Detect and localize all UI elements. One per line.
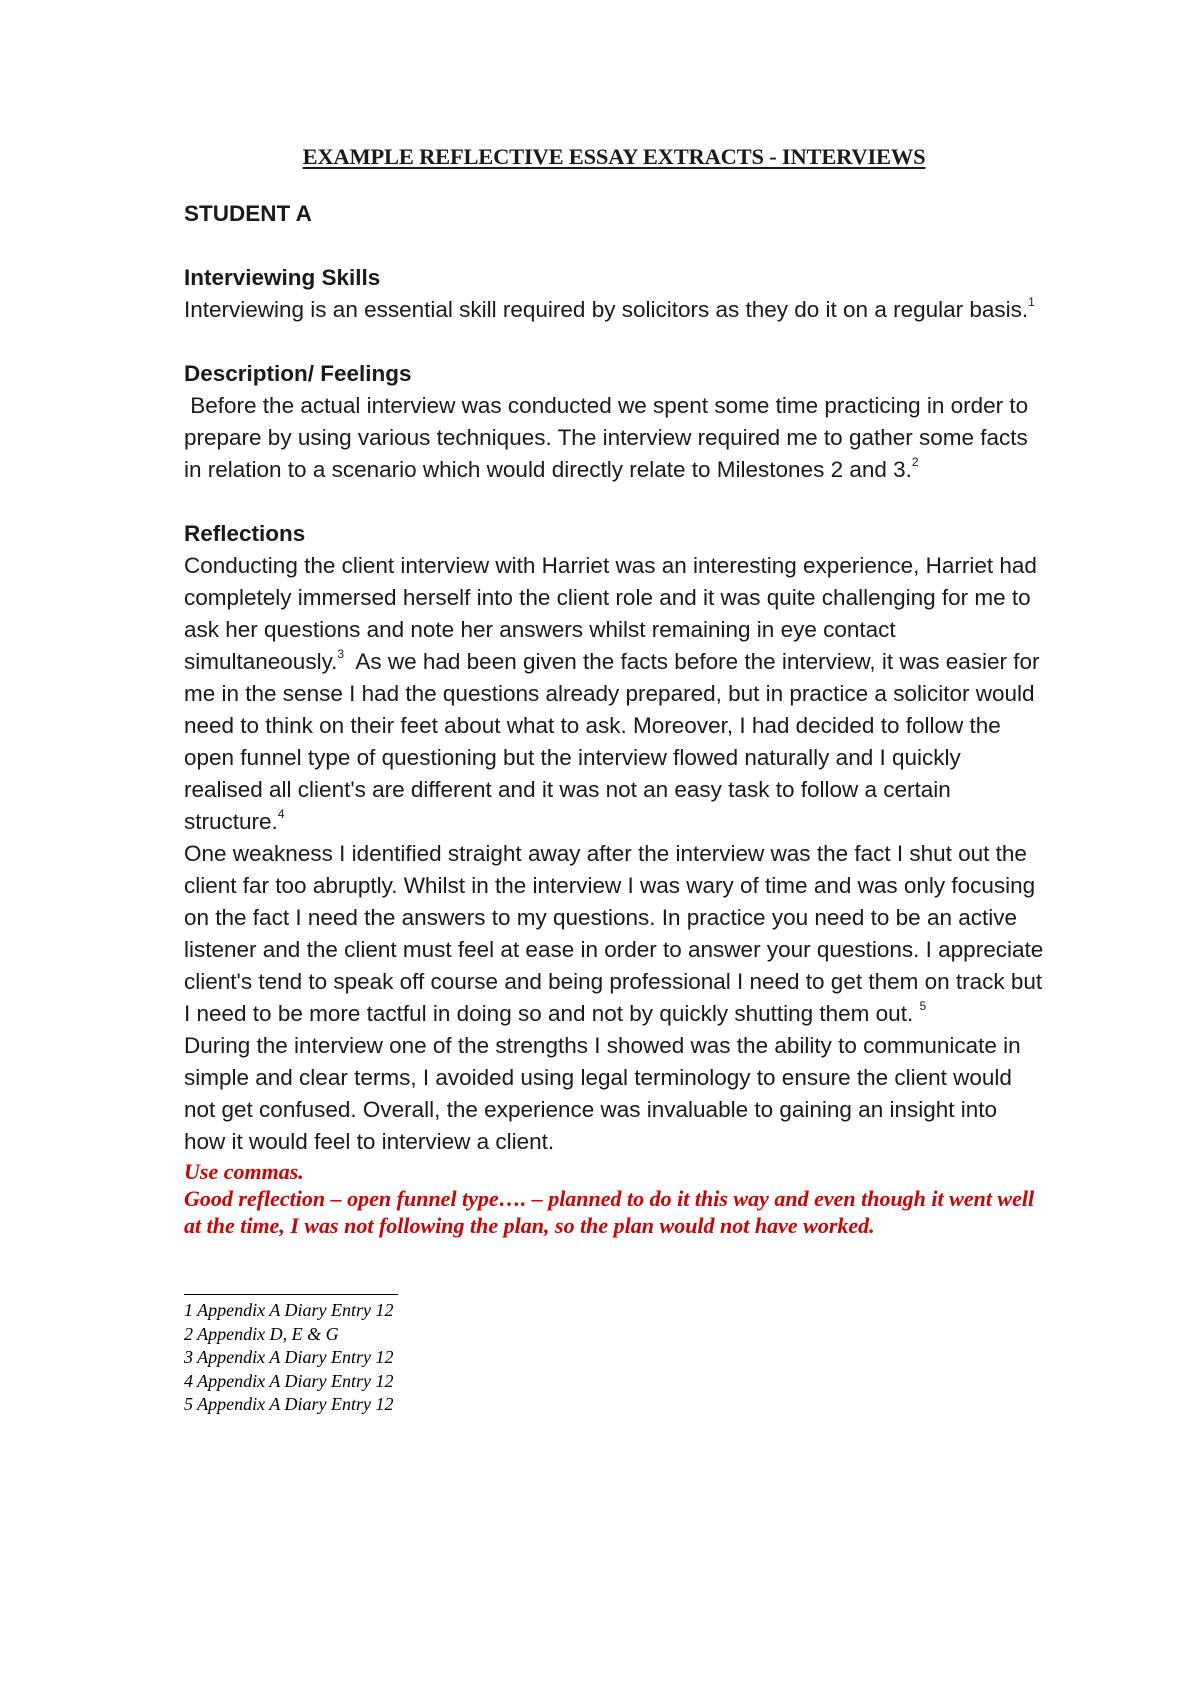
feedback-line: Use commas. (184, 1159, 304, 1184)
footnotes-list (184, 1299, 1044, 1417)
footnote-item: 5 Appendix A Diary Entry 12 (184, 1394, 394, 1414)
footnote-item: 2 Appendix D, E & G (184, 1323, 339, 1344)
document-title: EXAMPLE REFLECTIVE ESSAY EXTRACTS - INTERVIEWS (302, 144, 926, 169)
section-paragraph (184, 838, 1044, 1030)
footnote-ref[interactable]: 2 (911, 454, 919, 469)
section-interviewing-skills (184, 262, 1044, 326)
paragraph-text: As we had been given the facts before the interview, it was easier for me in the sense I had the questions already prepared, but in practice a solicitor would need to think on their feet about what to ask. Moreover, I had decided to follow the open funnel type of questioning but the interview flowed naturally and I quickly realised all client's are different and it was not an easy task to follow a certain structure. (184, 649, 1046, 834)
paragraph-text: Before the actual interview was conducted we spent some time practicing in order to prepare by using various techniques. The interview required me to gather some facts in relation to a scenario which would directly relate to Milestones 2 and 3. (184, 393, 1035, 482)
document-body (184, 142, 1044, 1417)
paragraph-gap (184, 326, 1044, 358)
section-paragraph (184, 390, 1044, 486)
footnote-ref[interactable]: 4 (277, 806, 285, 821)
student-label: STUDENT A (184, 201, 312, 226)
section-heading: Description/ Feelings (184, 361, 412, 386)
footnote-separator (184, 1294, 398, 1295)
footnote-item: 1 Appendix A Diary Entry 12 (184, 1300, 394, 1320)
section-paragraph (184, 550, 1044, 838)
feedback-line: Good reflection – open funnel type…. – planned to do it this way and even though it went well at the time, I was not following the plan, so the plan would not have worked. (184, 1186, 1035, 1238)
section-paragraph: During the interview one of the strengths I showed was the ability to communicate in simple and clear terms, I avoided using legal terminology to ensure the client would not get confused. Overall, the experience was invaluable to gaining an insight into how it would feel to interview a client. (184, 1033, 1021, 1154)
section-description-feelings (184, 358, 1044, 486)
paragraph-text: Conducting the client interview with Harriet was an interesting experience, Harriet had completely immersed herself into the client role and it was quite challenging for me to ask her questions and note her answers whilst remaining in eye contact simultaneously. (184, 553, 1037, 674)
footnote-ref[interactable]: 5 (919, 998, 927, 1013)
section-paragraph (184, 294, 1044, 326)
section-heading: Interviewing Skills (184, 265, 381, 290)
tutor-feedback (184, 1158, 1044, 1239)
paragraph-text: One weakness I identified straight away after the interview was the fact I shut out the client far too abruptly. Whilst in the interview I was wary of time and was only focusing on the fact I need the answers to my questions. In practice you need to be an active listener and the client must feel at ease in order to answer your questions. I appreciate client's tend to speak off course and being professional I need to get them on track but I need to be more tactful in doing so and not by quickly shutting them out. (184, 841, 1044, 1026)
section-heading: Reflections (184, 521, 306, 546)
footnote-item: 3 Appendix A Diary Entry 12 (184, 1347, 394, 1367)
footnote-ref[interactable]: 3 (337, 646, 345, 661)
paragraph-text: Interviewing is an essential skill required by solicitors as they do it on a regular basis. (184, 297, 1029, 322)
paragraph-gap (184, 486, 1044, 518)
footnote-item: 4 Appendix A Diary Entry 12 (184, 1370, 394, 1391)
footnote-ref[interactable]: 1 (1028, 294, 1035, 309)
section-reflections (184, 518, 1044, 1158)
